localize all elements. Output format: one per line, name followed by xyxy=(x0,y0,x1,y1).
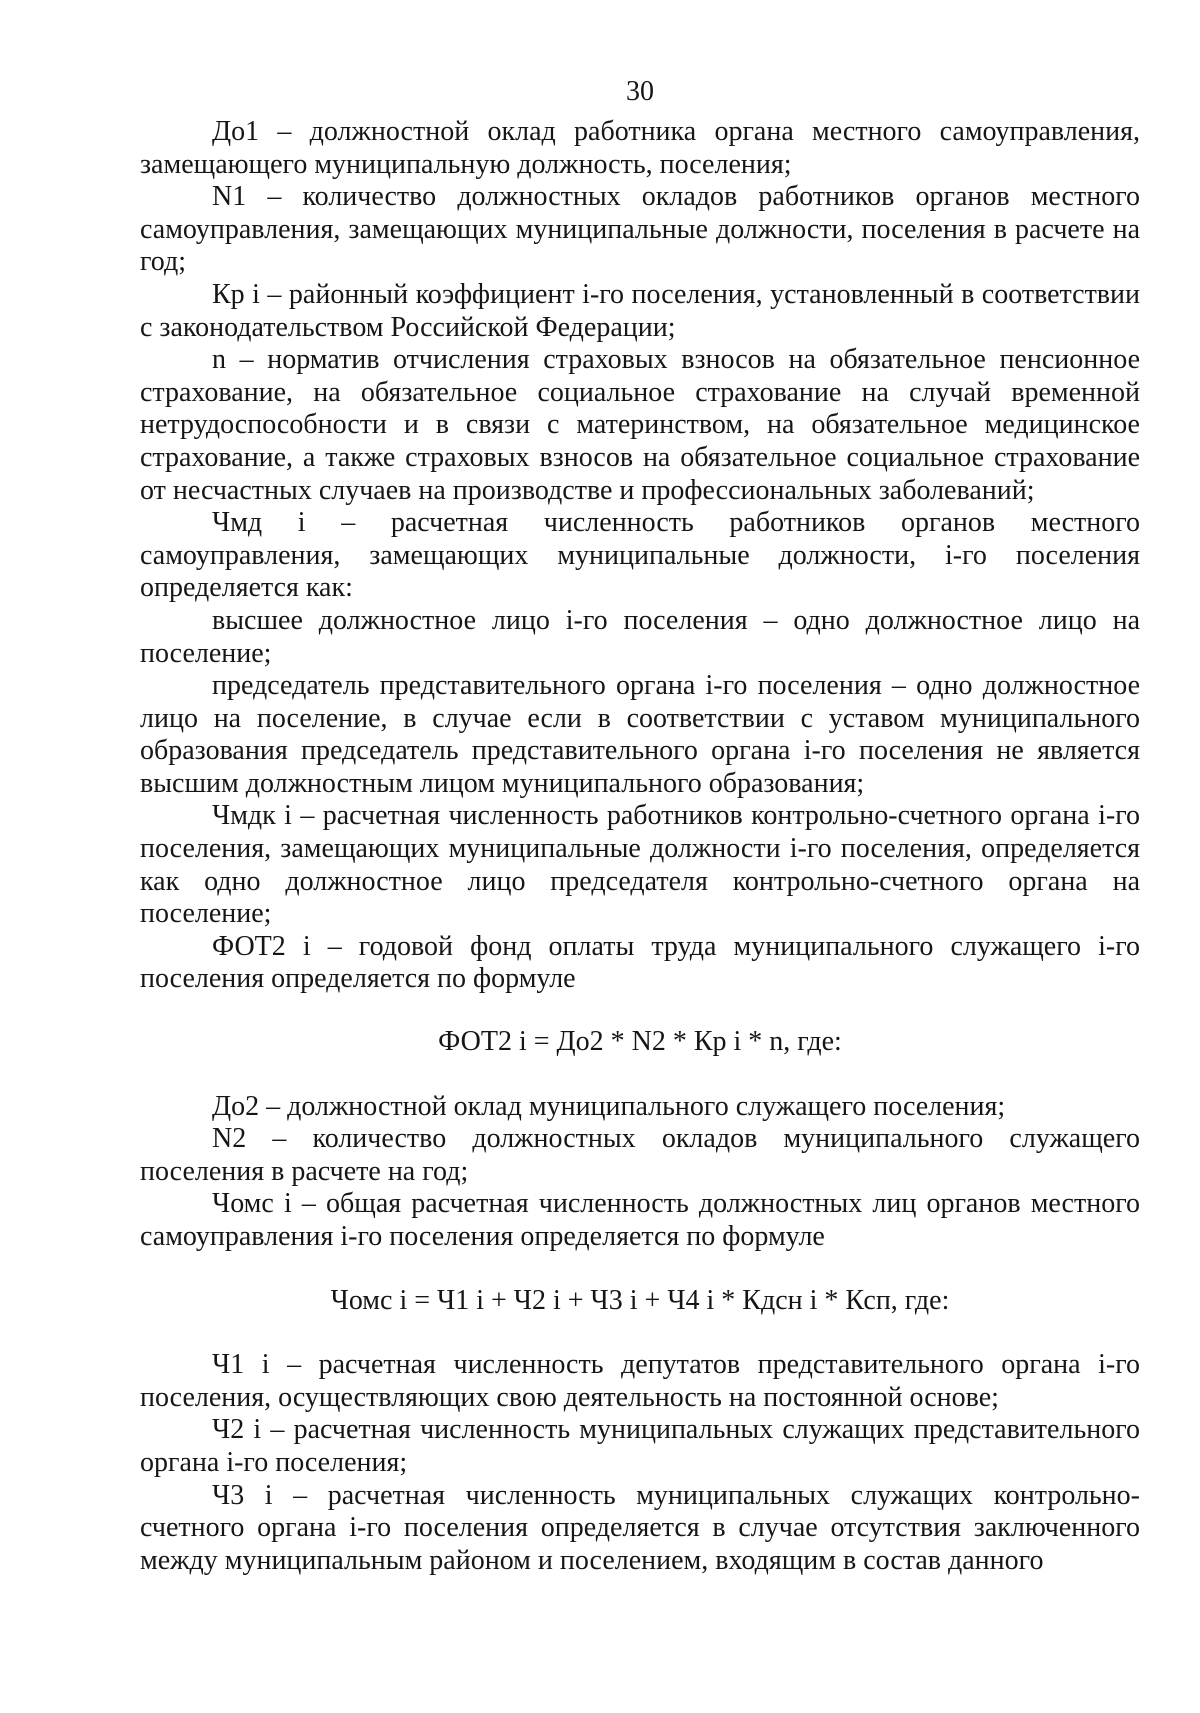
paragraph-n1: N1 – количество должностных окладов работников органов местного самоуправления, замещающих муниципальные должности, поселения в расчете на год; xyxy=(140,181,1140,278)
document-page xyxy=(140,76,1140,1577)
paragraph-n-normativ: n – норматив отчисления страховых взносов на обязательное пенсионное страхование, на обязательное социальное страхование на случай временной нетрудоспособности и в связи с материнством, на обязательное медицинское страхование, а также страховых взносов на обязательное социальное страхование от несчастных случаев на производстве и профессиональных заболеваний; xyxy=(140,344,1140,506)
paragraph-fot2: ФОТ2 i – годовой фонд оплаты труда муниципального служащего i-го поселения определяется по формуле xyxy=(140,930,1140,995)
formula-choms: Чомс i = Ч1 i + Ч2 i + Ч3 i + Ч4 i * Кдсн i * Ксп, где: xyxy=(330,1284,950,1316)
paragraph-ch1: Ч1 i – расчетная численность депутатов представительного органа i-го поселения, осуществляющих свою деятельность на постоянной основе; xyxy=(140,1349,1140,1413)
paragraph-chmdk: Чмдк i – расчетная численность работников контрольно-счетного органа i-го поселения, замещающих муниципальные должности i-го поселения, определяется как одно должностное лицо председателя контрольно-счетного органа на поселение; xyxy=(140,800,1140,930)
paragraph-vysshee-lico: высшее должностное лицо i-го поселения – одно должностное лицо на поселение; xyxy=(140,604,1140,669)
paragraph-kp: Кр i – районный коэффициент i-го поселения, установленный в соответствии с законодательством Российской Федерации; xyxy=(140,278,1140,343)
formula-fot2: ФОТ2 i = До2 * N2 * Кр i * n, где: xyxy=(438,1026,842,1058)
paragraph-predsedatel: председатель представительного органа i-го поселения – одно должностное лицо на поселение, в случае если в соответствии с уставом муниципального образования председатель представительного органа i-го поселения не является высшим должностным лицом муниципального образования; xyxy=(140,670,1140,799)
page-number: 30 xyxy=(626,76,654,107)
paragraph-chmd: Чмд i – расчетная численность работников органов местного самоуправления, замещающих муниципальные должности, i-го поселения определяется как: xyxy=(140,507,1140,604)
paragraph-do1: До1 – должностной оклад работника органа местного самоуправления, замещающего муниципальную должность, поселения; xyxy=(140,116,1140,180)
paragraph-choms: Чомс i – общая расчетная численность должностных лиц органов местного самоуправления i-го поселения определяется по формуле xyxy=(140,1188,1140,1252)
paragraph-n2: N2 – количество должностных окладов муниципального служащего поселения в расчете на год; xyxy=(140,1123,1140,1187)
paragraph-ch2: Ч2 i – расчетная численность муниципальных служащих представительного органа i-го поселения; xyxy=(140,1414,1140,1478)
paragraph-ch3: Ч3 i – расчетная численность муниципальных служащих контрольно-счетного органа i-го поселения определяется в случае отсутствия заключенного между муниципальным районом и поселением, входящим в состав данного xyxy=(140,1479,1140,1576)
paragraph-do2: До2 – должностной оклад муниципального служащего поселения; xyxy=(212,1090,1006,1122)
